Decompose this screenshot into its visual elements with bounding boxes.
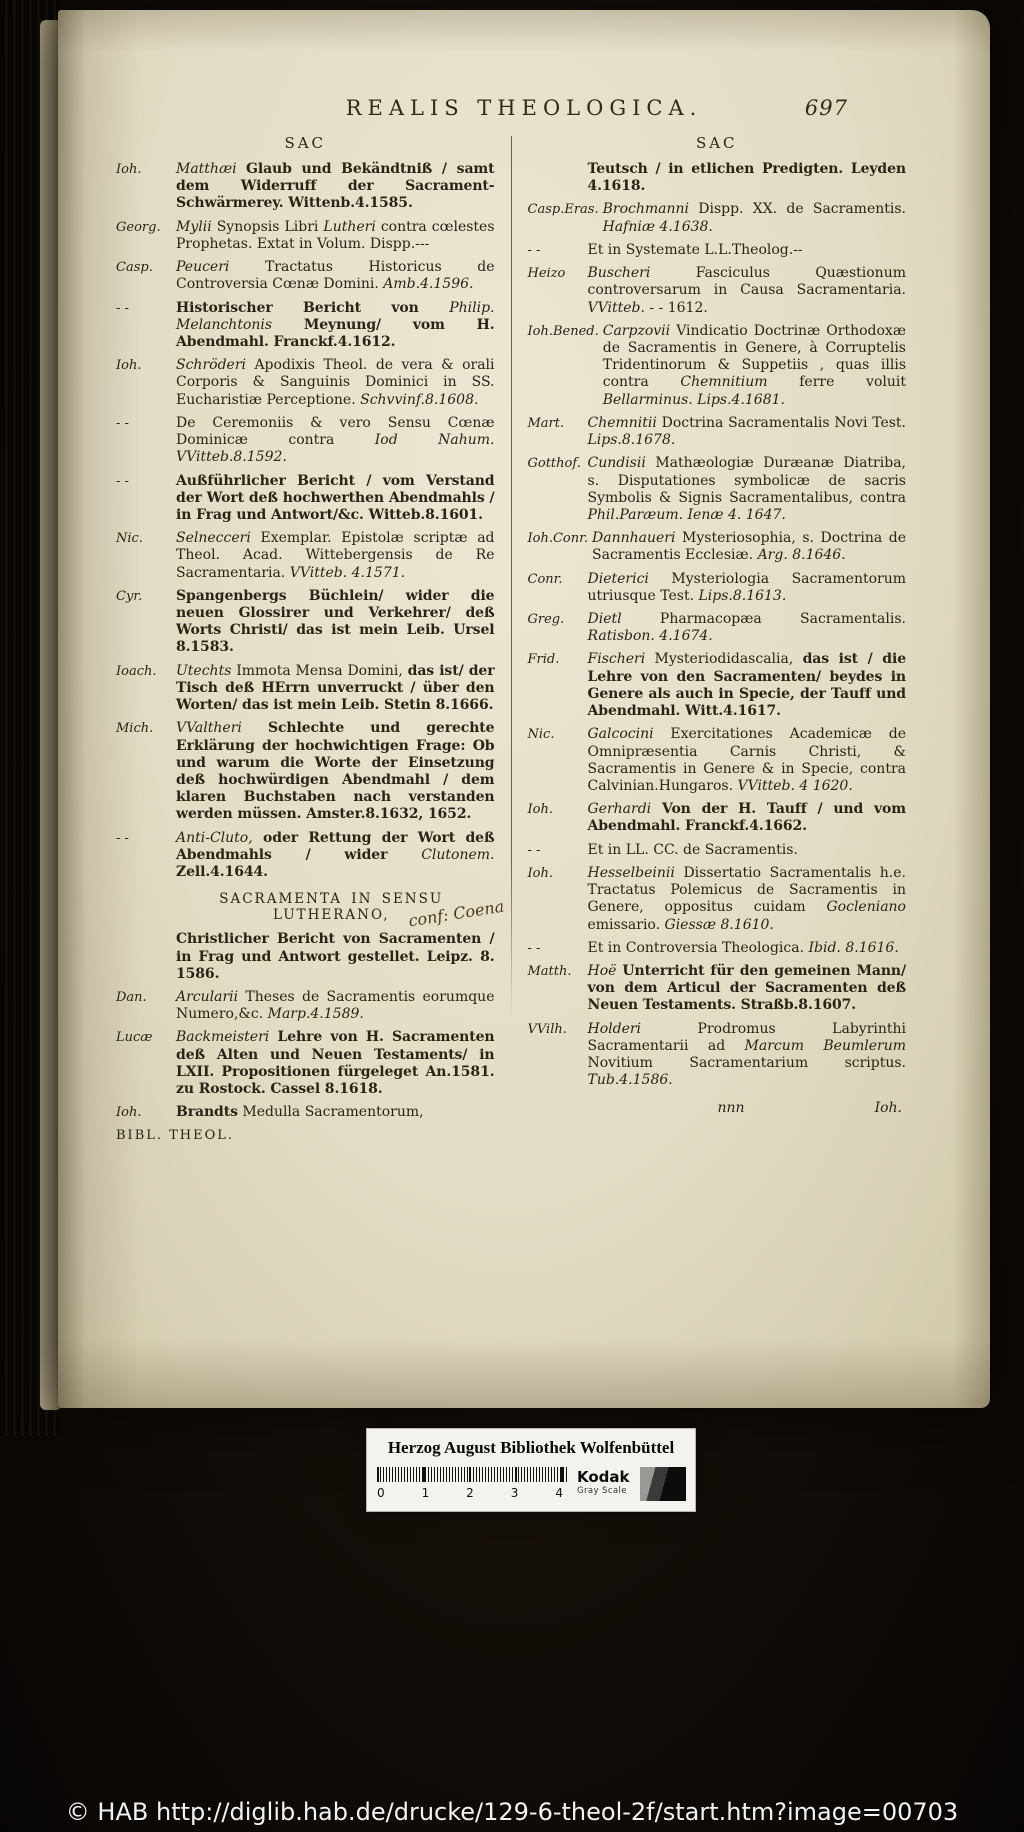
- ruler-number: 4: [555, 1486, 563, 1500]
- section-heading-text: SACRAMENTA IN SENSU LUTHERANO,: [219, 891, 444, 924]
- bibliography-entry: [528, 651, 907, 720]
- library-name: Herzog August Bibliothek Wolfenbüttel: [387, 1438, 675, 1457]
- entry-author: Ioh.: [116, 1105, 142, 1121]
- quire-mark: nnn: [717, 1099, 745, 1116]
- calibration-row: [377, 1467, 685, 1501]
- entry-author: Matth.: [527, 963, 572, 979]
- bibliography-entry: [528, 201, 907, 235]
- entry-author: Cyr.: [116, 588, 143, 604]
- catchword-row: [528, 1100, 907, 1116]
- right-column: [528, 134, 907, 1143]
- right-column-heading: SAC: [695, 134, 738, 152]
- entry-author: Ioh.: [527, 802, 553, 818]
- entry-text: Et in Controversia Theologica. Ibid. 8.1616.: [587, 939, 899, 956]
- ruler-number: 1: [421, 1486, 430, 1500]
- bibliography-entry: [528, 963, 907, 1015]
- bibliography-entry: [116, 473, 495, 525]
- bibliography-entry: [528, 801, 907, 835]
- entry-text: Buscheri Fasciculus Quæstionum controversarum in Causa Sacramentaria. VVitteb. - - 1612.: [587, 265, 906, 316]
- bibliography-entry: [528, 611, 907, 645]
- left-column: [116, 134, 506, 1143]
- color-calibration-card: [366, 1428, 696, 1512]
- entry-text: Teutsch / in etlichen Predigten. Leyden 4.1618.: [587, 161, 906, 195]
- entry-text: Cundisii Mathæologiæ Duræanæ Diatriba, s. Disputationes symbolicæ de sacris Symbolis & Signis Sacramentalibus, contra Phil.Paræum. Ienæ 4. 1647.: [587, 455, 906, 523]
- entry-text: Arcularii Theses de Sacramentis eorumque Numero,&c. Marp.4.1589.: [176, 988, 495, 1023]
- entry-author: Mich.: [116, 721, 154, 737]
- bibliography-entry: [116, 830, 495, 882]
- entry-author: VVilh.: [527, 1021, 567, 1037]
- entry-text: Dietl Pharmacopæa Sacramentalis. Ratisbon. 4.1674.: [587, 611, 906, 645]
- bibliography-entry: [116, 161, 495, 213]
- entry-text: Dannhaueri Mysteriosophia, s. Doctrina de Sacramentis Ecclesiæ. Arg. 8.1646.: [592, 530, 906, 564]
- entry-author: Casp.Eras.: [527, 202, 599, 218]
- page-number: 697: [804, 96, 848, 120]
- entry-author: Ioh.: [527, 865, 553, 881]
- bibliography-entry: [116, 357, 495, 409]
- entry-author: Nic.: [527, 727, 555, 743]
- entry-author: Mart.: [527, 415, 565, 431]
- column-divider: [511, 136, 512, 1020]
- bibliography-entry: [528, 455, 907, 524]
- book-page-scan: [58, 10, 990, 1408]
- entry-text: Et in Systemate L.L.Theolog.--: [587, 241, 803, 258]
- entry-text: Spangenbergs Büchlein/ wider die neuen Glossirer und Verkehrer/ deß Worts Christi/ das ist mein Leib. Ursel 8.1583.: [176, 587, 495, 656]
- entry-author: [116, 931, 176, 983]
- entry-author: Ioh.Conr.: [527, 531, 589, 547]
- bibliography-entry: [528, 242, 907, 259]
- bibliography-entry: [528, 726, 907, 795]
- bibliography-entry: [528, 161, 907, 195]
- running-header: [58, 10, 990, 120]
- grayscale-label: Gray Scale: [577, 1486, 627, 1496]
- entry-author: Ioh.: [116, 358, 142, 374]
- ruler-number: 3: [510, 1486, 519, 1500]
- entry-text: Brandts Medulla Sacramentorum,: [176, 1104, 424, 1121]
- entry-text: Anti-Cluto, oder Rettung der Wort deß Abendmahls / wider Clutonem. Zell.4.1644.: [176, 829, 495, 881]
- ruler-ticks: [377, 1467, 567, 1482]
- section-heading: [172, 891, 506, 931]
- bibliography-entry: [116, 663, 495, 715]
- entry-author: [528, 161, 588, 195]
- entry-text: Hoë Unterricht für den gemeinen Mann/ von dem Articul der Sacramenten deß Neuen Testaments. Straßb.8.1607.: [587, 962, 906, 1014]
- entry-text: Dieterici Mysteriologia Sacramentorum utriusque Test. Lips.8.1613.: [587, 570, 906, 604]
- measurement-ruler: [377, 1467, 567, 1500]
- bibliography-entry: [116, 588, 495, 657]
- entry-text: Utechts Immota Mensa Domini, das ist/ der Tisch deß HErrn unverruckt / über den Worten/ das ist mein Leib. Stetin 8.1666.: [176, 662, 495, 714]
- entry-author: Greg.: [527, 612, 565, 628]
- entry-text: Matthæi Glaub und Bekändtniß / samt dem Widerruff der Sacrament-Schwärmerey. Wittenb.4.1585.: [176, 161, 495, 212]
- image-caption: © HAB http://diglib.hab.de/drucke/129-6-theol-2f/start.htm?image=00703: [65, 1798, 959, 1826]
- entry-text: Gerhardi Von der H. Tauff / und vom Abendmahl. Franckf.4.1662.: [587, 801, 906, 835]
- entry-text: Chemnitii Doctrina Sacramentalis Novi Test. Lips.8.1678.: [587, 414, 906, 449]
- entry-text: Hesselbeinii Dissertatio Sacramentalis h.e. Tractatus Polemicus de Sacramentis in Genere, oppositus cuidam Gocleniano emissario. Giessæ 8.1610.: [587, 864, 906, 933]
- ruler-number: 0: [377, 1486, 385, 1500]
- bibliography-entry: [116, 1104, 495, 1121]
- bibliography-entry: [528, 323, 907, 409]
- bibliography-entry: [528, 940, 907, 957]
- entry-author: Nic.: [116, 531, 143, 547]
- bibliography-entry: [116, 720, 495, 823]
- kodak-block: [577, 1467, 630, 1496]
- kodak-label: Kodak: [577, 1468, 630, 1486]
- catchword: Ioh.: [874, 1099, 902, 1116]
- entry-text: Fischeri Mysteriodidascalia, das ist / die Lehre von den Sacramenten/ beydes in Genere als auch in Specie, der Tauff und Abendmahl. Witt.4.1617.: [587, 651, 906, 720]
- entry-text: Peuceri Tractatus Historicus de Controversia Cœnæ Domini. Amb.4.1596.: [176, 259, 495, 293]
- bibliography-entry: [116, 1029, 495, 1098]
- bibliography-entry: [528, 415, 907, 449]
- entry-text: Holderi Prodromus Labyrinthi Sacramentarii ad Marcum Beumlerum Novitium Sacramentarium scriptus. Tub.4.1586.: [587, 1020, 906, 1089]
- entry-text: Außführlicher Bericht / vom Verstand der Wort deß hochwerthen Abendmahls / in Frag und Antwort/&c. Witteb.8.1601.: [176, 472, 495, 523]
- entry-author: - -: [527, 940, 541, 956]
- bibliography-entry: [528, 865, 907, 934]
- bibliography-entry: [116, 259, 495, 293]
- entry-author: - -: [116, 415, 129, 431]
- entry-author: - -: [116, 300, 129, 316]
- entry-text: Mylii Synopsis Libri Lutheri contra cœlestes Prophetas. Extat in Volum. Dispp.---: [176, 218, 495, 252]
- bibliography-entry: [116, 989, 495, 1023]
- ruler-number: 2: [466, 1486, 474, 1500]
- entry-text: Historischer Bericht von Philip. Melanchtonis Meynung/ vom H. Abendmahl. Franckf.4.1612.: [176, 299, 495, 350]
- entry-author: Dan.: [116, 989, 147, 1005]
- bibliography-entry: [528, 530, 907, 564]
- entry-text: Carpzovii Vindicatio Doctrinæ Orthodoxæ de Sacramentis in Genere, à Corruptelis Tridentinorum & Suppetiis , quas illis contra Chemnitium ferre voluit Bellarminus. Lips.4.1681.: [602, 322, 906, 408]
- entry-author: - -: [116, 473, 129, 489]
- entry-text: Brochmanni Dispp. XX. de Sacramentis. Hafniæ 4.1638.: [602, 201, 906, 235]
- entry-text: Galcocini Exercitationes Academicæ de Omnipræsentia Carnis Christi, & Sacramentis in Genere & in Specie, contra Calvinian.Hungaros. VVitteb. 4 1620.: [587, 726, 906, 794]
- entry-text: De Ceremoniis & vero Sensu Cœnæ Dominicæ contra Iod Nahum. VVitteb.8.1592.: [176, 414, 495, 466]
- right-column-entries: [528, 161, 907, 1090]
- entry-text: Et in LL. CC. de Sacramentis.: [587, 841, 798, 858]
- left-column-entries: [116, 161, 506, 1122]
- entry-text: VValtheri Schlechte und gerechte Erklärung der hochwichtigen Frage: Ob und warum die Worte der Einsetzung deß hochwürdigen Abendmahl / dem klaren Buchstaben nach verstanden werden müssen. Amster.8.1632, 1652.: [176, 720, 495, 823]
- handwritten-annotation: conf: Coena: [407, 896, 506, 931]
- entry-text: Christlicher Bericht von Sacramenten / in Frag und Antwort gestellet. Leipz. 8. 1586.: [176, 931, 495, 982]
- entry-author: Ioach.: [116, 663, 157, 679]
- entry-author: Casp.: [116, 260, 153, 276]
- bibliography-entry: [116, 415, 495, 467]
- bibliography-entry: [528, 1021, 907, 1090]
- entry-author: - -: [116, 830, 129, 846]
- entry-author: Conr.: [527, 571, 563, 587]
- entry-author: Ioh.Bened.: [527, 323, 599, 339]
- signature-mark: BIBL. THEOL.: [116, 1127, 235, 1143]
- entry-text: Schröderi Apodixis Theol. de vera & orali Corporis & Sanguinis Dominici in SS. Eucharistiæ Perceptione. Schvvinf.8.1608.: [176, 357, 495, 408]
- entry-author: Gotthof.: [527, 456, 581, 472]
- grayscale-patch: [640, 1467, 686, 1501]
- left-column-heading: SAC: [284, 134, 327, 152]
- bibliography-entry: [116, 931, 495, 983]
- bibliography-entry: [116, 219, 495, 253]
- entry-author: Georg.: [116, 219, 161, 235]
- bibliography-entry: [116, 530, 495, 582]
- bibliography-entry: [528, 842, 907, 859]
- bibliography-entry: [528, 571, 907, 605]
- entry-author: Heizo: [527, 266, 566, 282]
- entry-author: - -: [527, 242, 541, 258]
- entry-text: Backmeisteri Lehre von H. Sacramenten deß Alten und Neuen Testaments/ in LXII. Propositionen fürgeleget An.1581. zu Rostock. Cassel 8.1618.: [176, 1029, 495, 1098]
- ruler-numbers: [377, 1486, 563, 1500]
- entry-author: Ioh.: [116, 162, 142, 177]
- bibliography-entry: [116, 300, 495, 352]
- entry-author: Lucæ: [116, 1030, 153, 1046]
- entry-text: Selnecceri Exemplar. Epistolæ scriptæ ad Theol. Acad. Wittebergensis de Re Sacramentaria. VVitteb. 4.1571.: [176, 530, 495, 581]
- text-columns: [58, 120, 990, 1143]
- entry-author: Frid.: [527, 652, 560, 668]
- entry-author: - -: [527, 842, 541, 858]
- bibliography-entry: [528, 265, 907, 317]
- page-title: REALIS THEOLOGICA.: [345, 96, 703, 120]
